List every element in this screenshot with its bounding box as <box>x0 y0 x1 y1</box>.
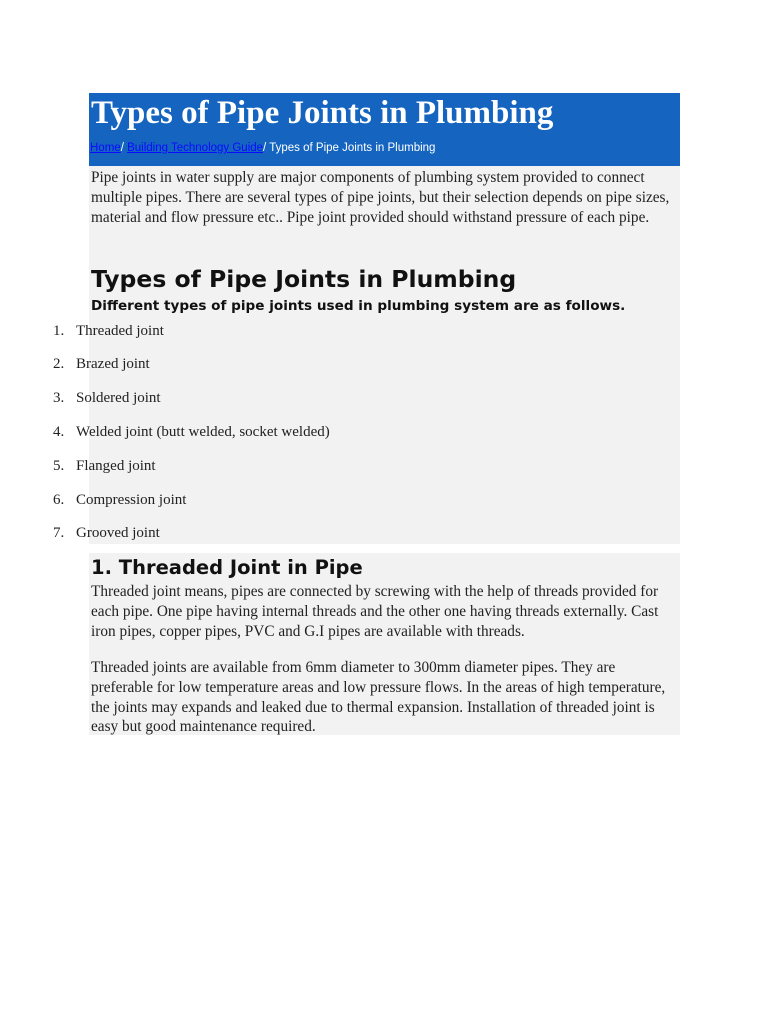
breadcrumb-current: Types of Pipe Joints in Plumbing <box>269 142 436 154</box>
list-item <box>53 492 186 509</box>
intro-paragraph: Pipe joints in water supply are major components of plumbing system provided to connect multiple pipes. There are several types of pipe joints, but their selection depends on pipe sizes, material and flow pressure etc.. Pipe joint provided should withstand pressure of each pipe. <box>91 169 670 226</box>
list-item-number: 2. <box>53 356 65 372</box>
breadcrumb <box>90 142 435 154</box>
list-item-number: 6. <box>53 492 65 508</box>
threaded-joint-paragraph: Threaded joint means, pipes are connected by screwing with the help of threads provided for each pipe. One pipe having internal threads and the other one having threads externally. Cast iron pipes, copper pipes, PVC and G.I pipes are available with threads. <box>91 583 659 640</box>
list-item-text: Compression joint <box>76 492 187 508</box>
breadcrumb-guide-link[interactable]: Building Technology Guide <box>127 142 264 154</box>
section-heading: Types of Pipe Joints in Plumbing <box>91 265 517 293</box>
threaded-joint-paragraph: Threaded joints are available from 6mm diameter to 300mm diameter pipes. They are preferable for low temperature areas and low pressure flows. In the areas of high temperature, the joints may expands and leaked due to thermal expansion. Installation of threaded joint is easy but good maintenance required. <box>91 659 666 736</box>
list-item-text: Welded joint (butt welded, socket welded) <box>76 424 330 440</box>
breadcrumb-separator: / <box>120 142 128 154</box>
list-item-number: 1. <box>53 323 65 339</box>
list-item-text: Grooved joint <box>76 525 160 541</box>
list-item <box>53 525 160 542</box>
page-header <box>89 93 680 166</box>
list-item <box>53 458 156 475</box>
list-item-number: 5. <box>53 458 65 474</box>
page-title: Types of Pipe Joints in Plumbing <box>91 95 554 131</box>
list-item <box>53 356 150 373</box>
list-item <box>53 424 330 441</box>
list-item-number: 3. <box>53 390 65 406</box>
list-item-text: Soldered joint <box>76 390 161 406</box>
list-item-text: Brazed joint <box>76 356 150 372</box>
list-item <box>53 390 161 407</box>
list-item <box>53 323 164 340</box>
section-subheading: Different types of pipe joints used in plumbing system are as follows. <box>91 298 626 314</box>
list-item-text: Flanged joint <box>76 458 156 474</box>
list-item-number: 4. <box>53 424 65 440</box>
section-heading: 1. Threaded Joint in Pipe <box>91 556 363 579</box>
breadcrumb-home-link[interactable]: Home <box>90 142 121 154</box>
list-item-number: 7. <box>53 525 65 541</box>
breadcrumb-separator: / <box>263 142 270 154</box>
list-item-text: Threaded joint <box>76 323 164 339</box>
